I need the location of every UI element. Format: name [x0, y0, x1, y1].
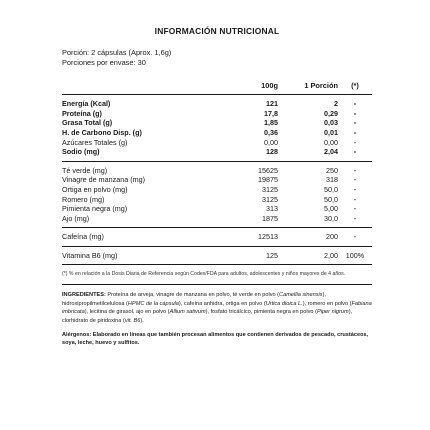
table-row: H. de Carbono Disp. (g) 0,36 0,01 - [62, 128, 357, 138]
table-row: Ajo (mg) 1875 30,0 - [62, 213, 357, 223]
label-title: INFORMACIÓN NUTRICIONAL [154, 26, 280, 36]
table-row: Ortiga en polvo (mg) 3125 50,0 - [62, 185, 357, 195]
serving-size: Porción: 2 cápsulas (Aprox. 1,6g) [62, 48, 172, 57]
header-per-serving: 1 Porción [304, 80, 338, 90]
table-row: Cafeína (mg) 12513 200 - [62, 232, 357, 242]
allergens-text: Alérgenos: Elaborado en líneas que también procesan alimentos que contienen derivados de pescado, crustáceos, soya, leche, huevo y sulfitos. [62, 331, 369, 347]
table-row: Té verde (mg) 15625 250 - [62, 165, 357, 175]
table-row: Sodio (mg) 128 2,04 - [62, 147, 357, 157]
table-row: Grasa Total (g) 1,85 0,03 - [62, 118, 357, 128]
table-row: Vinagre de manzana (mg) 19875 318 - [62, 175, 357, 185]
macros-section [62, 95, 372, 161]
allergens-label: Alérgenos: [62, 331, 92, 338]
header-daily-value: (*) [351, 80, 359, 90]
ingredients-label: INGREDIENTES: [62, 292, 106, 299]
ingredients-text: INGREDIENTES: Proteína de arveja, vinagre de manzana en polvo, té verde en polvo (Camellia sinensis), hidroxipropilmetilcelulosa (HPMC de la cápsula), cafeína anhidra, ortiga en polvo (Urtica dioica L.), romero en polvo (Fabiana imbricata), lecitina de girasol, ajo en polvo (Allium sativum), fosfato tricálcico, pimienta negra en polvo (Piper nigrum), clorhidrato de piridoxina (vit. B6). [62, 292, 372, 324]
table-row: Proteína (g) 17,8 0,29 - [62, 108, 357, 118]
caffeine-section [62, 228, 372, 246]
servings-per-container: Porciones por envase: 30 [62, 58, 146, 67]
table-row: Pimienta negra (mg) 313 5,00 - [62, 204, 357, 214]
divider [62, 264, 372, 265]
table-row: Azúcares Totales (g) 0,00 0,00 - [62, 137, 357, 147]
daily-value-footnote: (*) % en relación a la Dosis Diaria de Referencia según Codex/FDA para adultos, adolescentes y niños mayores de 4 años. [62, 271, 346, 278]
table-row: Vitamina B6 (mg) 125 2,00 100% [62, 251, 365, 261]
divider [62, 284, 372, 285]
actives-section [62, 162, 372, 228]
column-headers [62, 80, 372, 90]
vitamin-section [62, 247, 372, 265]
table-row: Energía (Kcal) 121 2 - [62, 99, 357, 109]
header-per-100g: 100g [261, 80, 278, 90]
table-row: Romero (mg) 3125 50,0 - [62, 194, 357, 204]
